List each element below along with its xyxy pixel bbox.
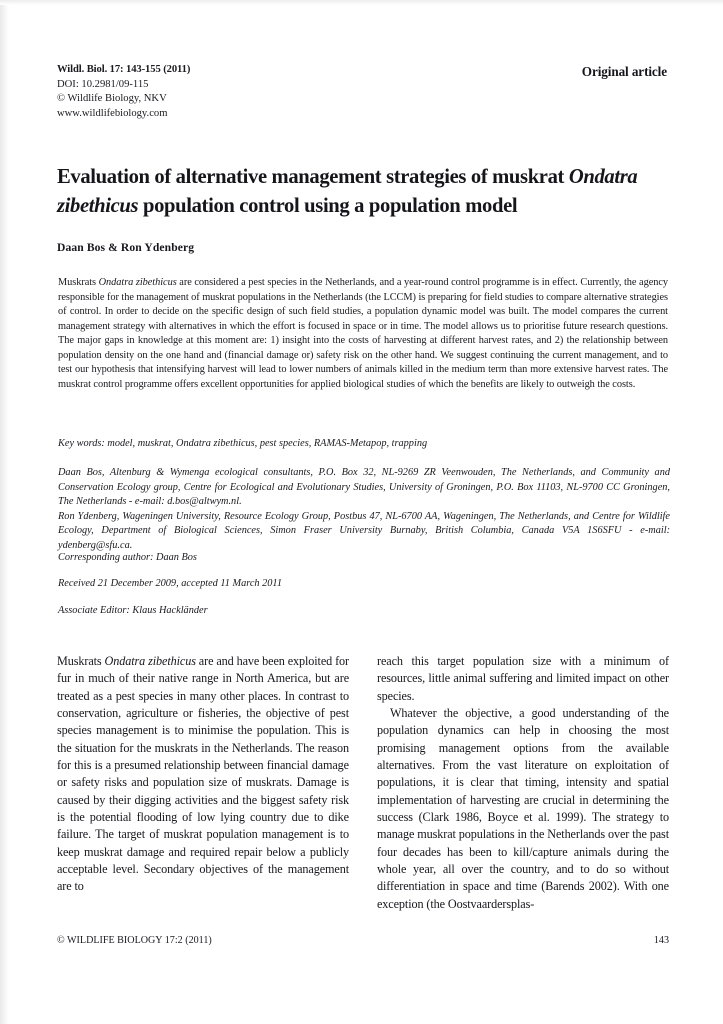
page-footer	[57, 935, 669, 946]
left-para-species-name: Ondatra zibethicus	[104, 654, 196, 668]
doi-line: DOI: 10.2981/09-115	[57, 78, 149, 90]
article-type-label: Original article	[581, 64, 667, 79]
left-column-paragraph-1	[57, 653, 349, 896]
footer-page-number: 143	[653, 935, 669, 946]
journal-website[interactable]: www.wildlifebiology.com	[57, 107, 168, 119]
title-part-1: Evaluation of alternative management strategies of muskrat	[57, 166, 569, 188]
author-byline: Daan Bos & Ron Ydenberg	[57, 241, 195, 254]
page-title	[57, 163, 672, 221]
title-part-2: population control using a population model	[138, 195, 518, 217]
title-block	[57, 163, 672, 221]
masthead	[57, 63, 667, 121]
abstract-body: are considered a pest species in the Netherlands, and a year-round control programme is in effect. Currently, the agency responsible for the management of muskrat populations in the Netherlands (the LCCM) is preparing for field studies to compare alternative strategies of control. In order to decide on the specific design of such field studies, a population dynamic model was built. The model compares the current management strategy with alternatives in which the effort is focused in space or in time. The model allows us to prioritise future research questions. The major gaps in knowledge at this moment are: 1) insight into the costs of harvesting at different harvest rates, and 2) the relationship between population density on the one hand and (financial damage or) safety risk on the other hand. We suggest continuing the current management, and to test our hypothesis that intensifying harvest will lead to lower numbers of animals killed in the medium term than more extensive harvest rates. The muskrat control programme offers excellent opportunities for applied biological studies of which the benefits are likely to outweigh the costs.	[58, 277, 668, 390]
abstract-text	[58, 276, 668, 392]
right-column-paragraph-2: Whatever the objective, a good understanding of the population dynamics can help in choosing the most promising management options from the available alternatives. From the vast literature on exploitation of populations, it is clear that timing, intensity and spatial implementation of harvesting are crucial in determining the success (Clark 1986, Boyce et al. 1999). The strategy to manage muskrat populations in the Netherlands over the past four decades has been to kill/capture animals during the whole year, all over the country, and to do so without differentiation in space and time (Barends 2002). With one exception (the Oostvaardersplas-	[377, 706, 669, 911]
keywords-line: Key words: model, muskrat, Ondatra zibethicus, pest species, RAMAS-Metapop, trapping	[58, 438, 428, 449]
journal-info-block	[57, 63, 190, 121]
footer-copyright: © WILDLIFE BIOLOGY 17:2 (2011)	[57, 935, 212, 946]
right-column-paragraph-1: reach this target population size with a minimum of resources, little animal suffering and limited impact on other species.	[377, 654, 669, 703]
left-para-lead: Muskrats	[57, 654, 105, 668]
body-column-right	[377, 653, 669, 913]
abstract-species-name: Ondatra zibethicus	[98, 277, 177, 288]
body-columns	[57, 653, 669, 913]
received-accepted-line: Received 21 December 2009, accepted 11 March 2011	[58, 578, 282, 589]
affiliation-author-1: Daan Bos, Altenburg & Wymenga ecological consultants, P.O. Box 32, NL-9269 ZR Veenwouden, The Netherlands, and Community and Conservation Ecology group, Centre for Ecological and Evolutionary Studies, University of Groningen, P.O. Box 11103, NL-9700 CC Groningen, The Netherlands - e-mail: d.bos@altwym.nl.	[58, 467, 670, 508]
body-column-left	[57, 653, 349, 913]
abstract-lead: Muskrats	[58, 277, 99, 288]
copyright-line: © Wildlife Biology, NKV	[57, 93, 167, 105]
affiliation-author-2: Ron Ydenberg, Wageningen University, Resource Ecology Group, Postbus 47, NL-6700 AA, Wageningen, The Netherlands, and Centre for Wildlife Ecology, Department of Biological Sciences, Simon Fraser University Burnaby, British Columbia, Canada V5A 1S6SFU - e-mail: ydenberg@sfu.ca.	[58, 510, 670, 551]
title-species-name: Ondatra zibethicus	[57, 166, 638, 217]
left-para-rest: are and have been exploited for fur in much of their native range in North America, but are treated as a pest species in many other places. In contrast to conservation, agriculture or fisheries, the objective of pest species management is to minimise the population. This is the situation for the muskrats in the Netherlands. The reason for this is a presumed relationship between financial damage or safety risks and population size of muskrats. Damage is caused by their digging activities and the biggest safety risk is the potential flooding of low lying country due to dike failure. The target of muskrat population management is to keep muskrat damage and required repair below a publicly acceptable level. Secondary objectives of the management are to	[57, 654, 350, 894]
affiliations-block	[58, 466, 670, 554]
journal-citation: Wildl. Biol. 17: 143-155 (2011)	[57, 64, 191, 75]
corresponding-author-line: Corresponding author: Daan Bos	[58, 552, 197, 563]
associate-editor-line: Associate Editor: Klaus Hackländer	[58, 605, 208, 616]
